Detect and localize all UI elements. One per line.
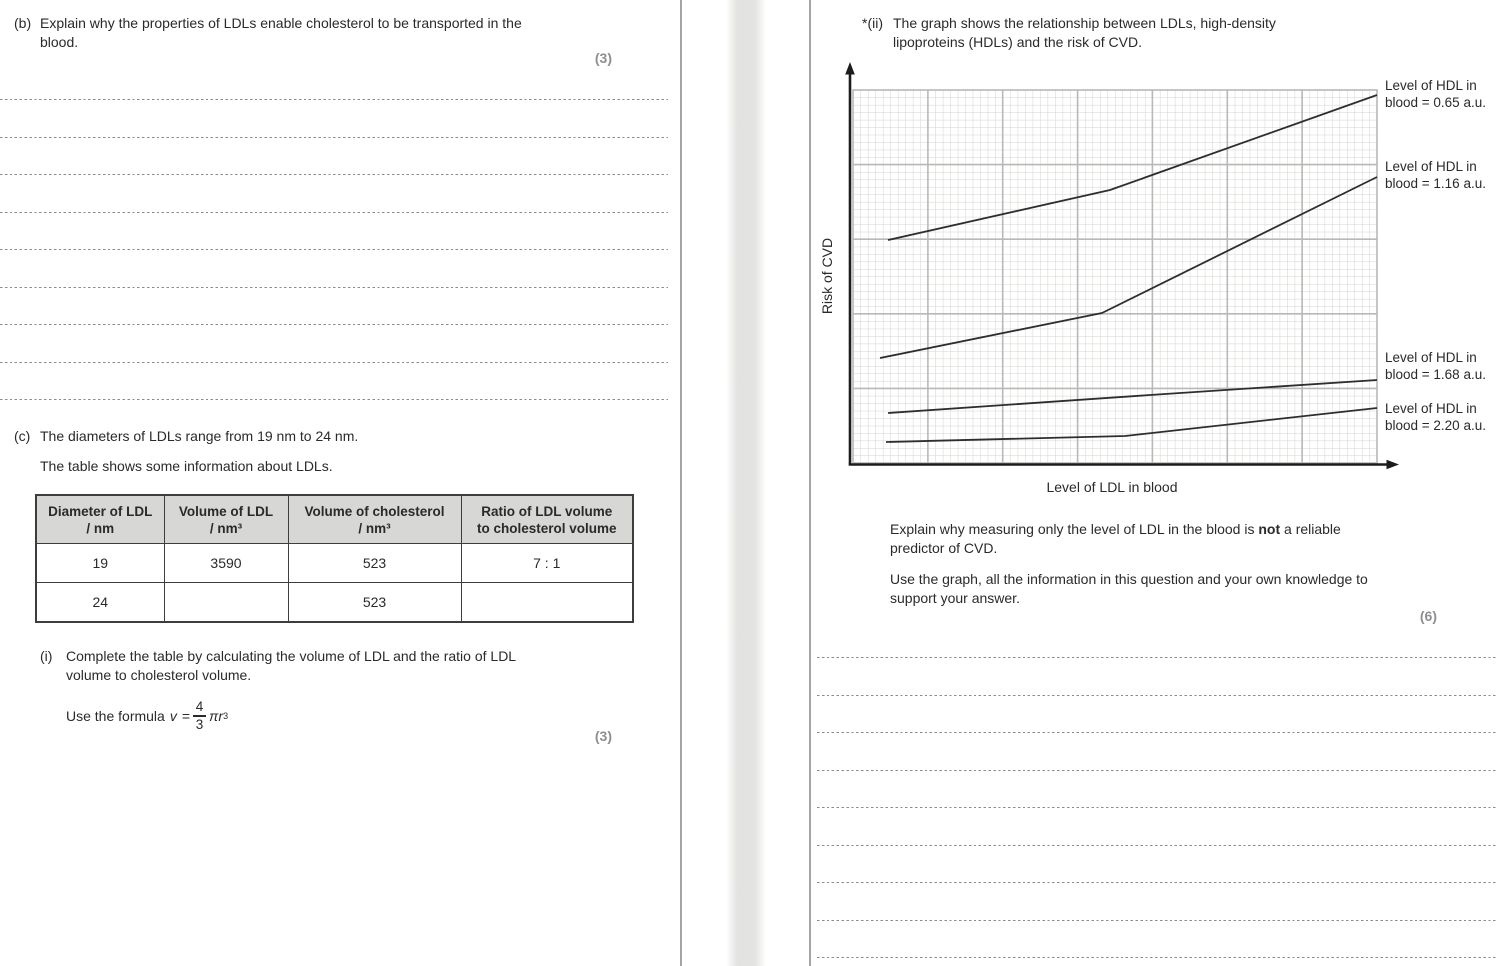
header-volume-cholesterol-line2: / nm³ bbox=[358, 520, 391, 536]
header-ratio-line1: Ratio of LDL volume bbox=[481, 503, 613, 519]
x-axis-arrow-icon bbox=[1387, 460, 1400, 470]
hdl-label-1-68-line1: Level of HDL in bbox=[1385, 350, 1477, 365]
hdl-label-2-20-line2: blood = 2.20 a.u. bbox=[1385, 418, 1486, 433]
header-diameter-line1: Diameter of LDL bbox=[48, 503, 153, 519]
table-row bbox=[36, 583, 633, 623]
y-axis-arrow-icon bbox=[845, 62, 855, 75]
answer-line bbox=[0, 324, 668, 362]
cell-ratio-blank bbox=[461, 583, 633, 623]
header-volume-cholesterol bbox=[288, 495, 461, 544]
cvd-risk-graph bbox=[810, 55, 1500, 505]
part-ii-marks: (6) bbox=[1419, 608, 1437, 624]
hdl-label-0-65-line2: blood = 0.65 a.u. bbox=[1385, 95, 1486, 110]
hdl-label-0-65 bbox=[1385, 77, 1500, 111]
hdl-label-2-20 bbox=[1385, 400, 1500, 434]
part-c-table-note: The table shows some information about LDLs. bbox=[40, 458, 333, 474]
fraction-numerator: 4 bbox=[195, 699, 204, 715]
answer-line bbox=[817, 957, 1497, 966]
ldl-table-header-row bbox=[36, 495, 633, 544]
answer-line bbox=[817, 657, 1497, 695]
header-diameter bbox=[36, 495, 164, 544]
cell-ratio-7-1: 7 : 1 bbox=[461, 544, 633, 583]
answer-line bbox=[0, 287, 668, 325]
left-page-border bbox=[680, 0, 682, 966]
left-page bbox=[0, 0, 681, 966]
x-axis-label: Level of LDL in blood bbox=[1046, 479, 1178, 495]
answer-line bbox=[817, 770, 1497, 808]
table-row bbox=[36, 544, 633, 583]
fraction-denominator: 3 bbox=[195, 716, 204, 732]
explain-paragraph bbox=[890, 520, 1395, 557]
hdl-label-1-68 bbox=[1385, 349, 1500, 383]
answer-line bbox=[0, 362, 668, 400]
part-ii-answer-lines bbox=[817, 657, 1497, 966]
formula-fraction bbox=[193, 700, 206, 732]
part-b-label: (b) bbox=[14, 15, 32, 31]
right-page bbox=[811, 0, 1500, 966]
cell-volume-blank bbox=[164, 583, 288, 623]
formula-prefix: Use the formula bbox=[66, 708, 165, 724]
formula-variable: v bbox=[169, 708, 177, 724]
graph-grid bbox=[853, 90, 1377, 463]
part-ii-question: The graph shows the relationship between LDLs, high-density lipoproteins (HDLs) and the risk of CVD. bbox=[893, 15, 1276, 50]
cell-volume-3590: 3590 bbox=[164, 544, 288, 583]
part-c-label: (c) bbox=[14, 428, 31, 444]
header-ratio bbox=[461, 495, 633, 544]
part-ii-label: *(ii) bbox=[862, 15, 883, 31]
answer-line bbox=[817, 920, 1497, 958]
answer-line bbox=[0, 137, 668, 175]
ldl-table bbox=[35, 494, 634, 623]
header-volume-ldl bbox=[164, 495, 288, 544]
formula-equals: = bbox=[181, 708, 191, 724]
hdl-label-1-16-line1: Level of HDL in bbox=[1385, 159, 1477, 174]
part-c-intro: The diameters of LDLs range from 19 nm to 24 nm. bbox=[40, 428, 359, 444]
hdl-label-1-68-line2: blood = 1.68 a.u. bbox=[1385, 367, 1486, 382]
y-axis-label: Risk of CVD bbox=[819, 237, 835, 315]
answer-line bbox=[0, 99, 668, 137]
answer-line bbox=[817, 695, 1497, 733]
header-diameter-line2: / nm bbox=[86, 520, 115, 536]
part-b-question: Explain why the properties of LDLs enable cholesterol to be transported in the blood. bbox=[40, 15, 522, 50]
formula-pi-r: πr bbox=[209, 708, 224, 724]
header-volume-cholesterol-line1: Volume of cholesterol bbox=[304, 503, 445, 519]
volume-formula: Use the formula v = $\frac{4}{3}$ πr 3 bbox=[66, 699, 229, 732]
hdl-label-1-16-line2: blood = 1.16 a.u. bbox=[1385, 176, 1486, 191]
part-i-marks: (3) bbox=[594, 728, 612, 744]
page-gutter bbox=[726, 0, 766, 966]
part-i-question: Complete the table by calculating the volume of LDL and the ratio of LDL volume to cholesterol volume. bbox=[66, 648, 516, 683]
answer-line bbox=[817, 882, 1497, 920]
support-paragraph: Use the graph, all the information in this question and your own knowledge to support your answer. bbox=[890, 571, 1368, 606]
explain-text-bold: not bbox=[1258, 521, 1281, 537]
hdl-label-0-65-line1: Level of HDL in bbox=[1385, 78, 1477, 93]
part-b-answer-lines bbox=[0, 99, 668, 437]
cell-diameter-19: 19 bbox=[36, 544, 164, 583]
answer-line bbox=[0, 212, 668, 250]
header-volume-ldl-line2: / nm³ bbox=[209, 520, 243, 536]
header-ratio-line2: to cholesterol volume bbox=[476, 520, 617, 536]
cell-cholesterol-523-b: 523 bbox=[288, 583, 461, 623]
hdl-label-2-20-line1: Level of HDL in bbox=[1385, 401, 1477, 416]
answer-line bbox=[817, 732, 1497, 770]
explain-text-post: a reliable predictor of CVD. bbox=[890, 521, 1341, 556]
header-volume-ldl-line1: Volume of LDL bbox=[178, 503, 274, 519]
explain-text-pre: Explain why measuring only the level of LDL in the blood is bbox=[890, 521, 1259, 537]
part-i-label: (i) bbox=[40, 648, 53, 664]
cell-diameter-24: 24 bbox=[36, 583, 164, 623]
answer-line bbox=[0, 249, 668, 287]
part-b-marks: (3) bbox=[594, 50, 612, 66]
answer-line bbox=[0, 174, 668, 212]
answer-line bbox=[817, 807, 1497, 845]
cell-cholesterol-523-a: 523 bbox=[288, 544, 461, 583]
hdl-label-1-16 bbox=[1385, 158, 1500, 192]
answer-line bbox=[817, 845, 1497, 883]
